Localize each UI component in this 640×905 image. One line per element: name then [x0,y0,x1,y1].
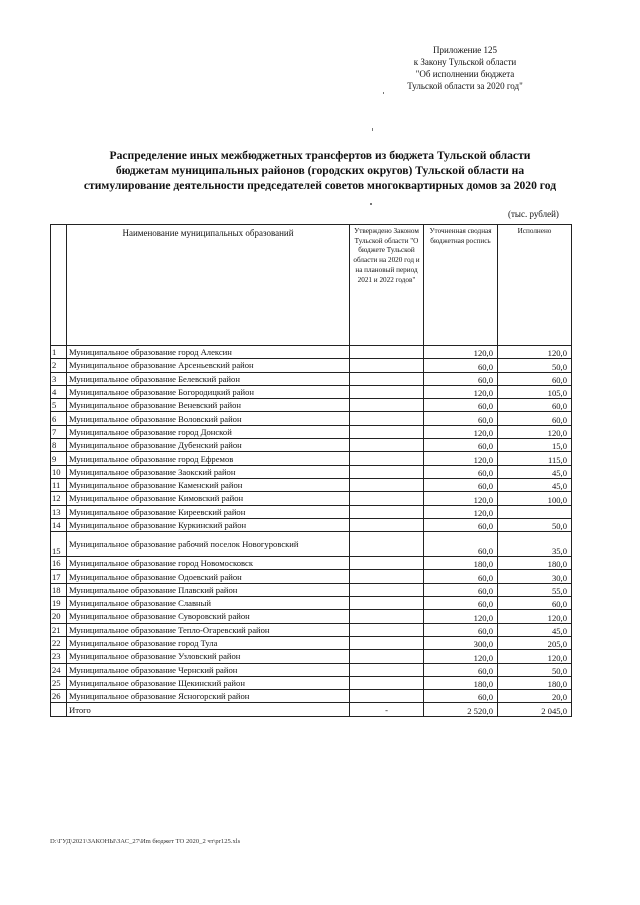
row-approved [350,610,424,623]
header-revised: Уточненная сводная бюджетная роспись [424,225,498,346]
row-number: 17 [51,570,67,583]
row-name: Муниципальное образование Белевский район [67,372,350,385]
row-revised: 180,0 [424,676,498,689]
table-row [51,583,572,596]
row-number: 15 [51,532,67,557]
row-approved [350,623,424,636]
row-revised: 60,0 [424,465,498,478]
row-executed: 45,0 [498,465,572,478]
row-approved [350,663,424,676]
row-number: 4 [51,385,67,398]
row-name: Муниципальное образование Веневский район [67,399,350,412]
row-revised: 60,0 [424,372,498,385]
row-number: 5 [51,399,67,412]
row-name: Муниципальное образование Богородицкий район [67,385,350,398]
scan-speck [372,128,373,131]
row-approved [350,425,424,438]
row-revised: 60,0 [424,623,498,636]
row-executed: 45,0 [498,478,572,491]
table-total-row [51,703,572,716]
table-row [51,518,572,531]
table-header-row [51,225,572,346]
table-row [51,610,572,623]
row-name: Муниципальное образование Кимовский район [67,492,350,505]
row-name: Муниципальное образование Чернский район [67,663,350,676]
row-revised: 60,0 [424,518,498,531]
table-body [51,346,572,717]
row-approved [350,532,424,557]
table-row [51,623,572,636]
table-row [51,372,572,385]
appendix-line-1: Приложение 125 [432,45,498,55]
row-executed: 45,0 [498,623,572,636]
total-approved: - [350,703,424,716]
row-approved [350,385,424,398]
row-executed [498,505,572,518]
table-row [51,412,572,425]
row-name: Муниципальное образование Заокский район [67,465,350,478]
row-revised: 120,0 [424,425,498,438]
table-row [51,359,572,372]
row-revised: 120,0 [424,505,498,518]
row-number: 8 [51,439,67,452]
appendix-line-4: Тульской области за 2020 год" [407,81,523,91]
row-approved [350,439,424,452]
row-name: Муниципальное образование Куркинский район [67,518,350,531]
row-approved [350,518,424,531]
row-executed: 30,0 [498,570,572,583]
total-revised: 2 520,0 [424,703,498,716]
total-label: Итого [67,703,350,716]
table-row [51,663,572,676]
row-revised: 60,0 [424,663,498,676]
row-number: 10 [51,465,67,478]
row-name: Муниципальное образование Киреевский район [67,505,350,518]
row-approved [350,570,424,583]
row-executed: 50,0 [498,359,572,372]
row-revised: 60,0 [424,597,498,610]
row-number: 24 [51,663,67,676]
row-executed: 60,0 [498,372,572,385]
table-row [51,570,572,583]
row-executed: 205,0 [498,636,572,649]
title-line-3: стимулирование деятельности председателей советов многоквартирных домов за 2020 год [83,179,557,192]
row-name: Муниципальное образование город Алексин [67,346,350,359]
row-approved [350,412,424,425]
appendix-line-2: к Закону Тульской области [413,57,517,67]
table-row [51,676,572,689]
row-executed: 120,0 [498,610,572,623]
row-name: Муниципальное образование Плавский район [67,583,350,596]
row-revised: 60,0 [424,478,498,491]
row-executed: 120,0 [498,425,572,438]
table-row [51,478,572,491]
row-number: 3 [51,372,67,385]
row-number: 2 [51,359,67,372]
title-line-2: бюджетам муниципальных районов (городских округов) Тульской области на [115,164,525,177]
total-number [51,703,67,716]
row-number: 14 [51,518,67,531]
table-row [51,650,572,663]
row-name: Муниципальное образование Дубенский район [67,439,350,452]
row-number: 6 [51,412,67,425]
table-row [51,505,572,518]
row-number: 13 [51,505,67,518]
row-approved [350,557,424,570]
row-revised: 60,0 [424,532,498,557]
row-name: Муниципальное образование Щекинский район [67,676,350,689]
row-revised: 60,0 [424,570,498,583]
row-name: Муниципальное образование Суворовский район [67,610,350,623]
row-executed: 60,0 [498,597,572,610]
transfers-table [50,224,572,717]
row-revised: 60,0 [424,690,498,703]
row-number: 11 [51,478,67,491]
row-number: 7 [51,425,67,438]
header-number [51,225,67,346]
row-number: 18 [51,583,67,596]
table-row [51,597,572,610]
row-approved [350,346,424,359]
row-approved [350,372,424,385]
row-executed: 50,0 [498,663,572,676]
header-executed: Исполнено [498,225,572,346]
row-approved [350,465,424,478]
row-revised: 60,0 [424,399,498,412]
row-executed: 180,0 [498,557,572,570]
row-name: Муниципальное образование рабочий поселок Новогуровский [67,532,350,557]
row-revised: 60,0 [424,359,498,372]
row-executed: 105,0 [498,385,572,398]
row-executed: 120,0 [498,346,572,359]
row-revised: 60,0 [424,583,498,596]
row-name: Муниципальное образование Одоевский район [67,570,350,583]
table-row [51,690,572,703]
row-name: Муниципальное образование Славный [67,597,350,610]
row-executed: 180,0 [498,676,572,689]
row-revised: 120,0 [424,650,498,663]
table-row [51,465,572,478]
row-number: 9 [51,452,67,465]
row-name: Муниципальное образование Воловский район [67,412,350,425]
row-name: Муниципальное образование город Новомосковск [67,557,350,570]
row-name: Муниципальное образование город Тула [67,636,350,649]
table-row [51,399,572,412]
row-executed: 120,0 [498,650,572,663]
row-approved [350,650,424,663]
row-approved [350,505,424,518]
row-name: Муниципальное образование Ясногорский район [67,690,350,703]
row-revised: 120,0 [424,610,498,623]
row-revised: 300,0 [424,636,498,649]
row-revised: 60,0 [424,439,498,452]
row-number: 12 [51,492,67,505]
table-row [51,492,572,505]
row-name: Муниципальное образование Каменский район [67,478,350,491]
row-approved [350,690,424,703]
row-approved [350,597,424,610]
row-number: 20 [51,610,67,623]
row-number: 22 [51,636,67,649]
header-name: Наименование муниципальных образований [67,225,350,346]
table-row [51,532,572,557]
row-number: 26 [51,690,67,703]
row-number: 1 [51,346,67,359]
table-row [51,385,572,398]
header-approved: Утверждено Законом Тульской области "О бюджете Тульской области на 2020 год и на плановый период 2021 и 2022 годов" [350,225,424,346]
title-line-1: Распределение иных межбюджетных трансфертов из бюджета Тульской области [109,149,531,162]
row-revised: 120,0 [424,452,498,465]
row-number: 23 [51,650,67,663]
row-number: 16 [51,557,67,570]
document-title [60,148,580,193]
row-revised: 180,0 [424,557,498,570]
row-executed: 15,0 [498,439,572,452]
row-number: 21 [51,623,67,636]
row-executed: 115,0 [498,452,572,465]
row-executed: 60,0 [498,412,572,425]
row-approved [350,478,424,491]
row-approved [350,583,424,596]
table-row [51,439,572,452]
row-approved [350,492,424,505]
table-row [51,346,572,359]
scan-speck [370,203,372,205]
table-row [51,636,572,649]
appendix-line-3: "Об исполнении бюджета [415,69,515,79]
table-row [51,425,572,438]
row-approved [350,452,424,465]
row-name: Муниципальное образование Арсеньевский район [67,359,350,372]
row-approved [350,676,424,689]
row-revised: 120,0 [424,385,498,398]
row-executed: 50,0 [498,518,572,531]
row-executed: 35,0 [498,532,572,557]
scan-speck [383,92,384,94]
units-label: (тыс. рублей) [508,209,559,219]
row-number: 19 [51,597,67,610]
row-approved [350,359,424,372]
row-executed: 55,0 [498,583,572,596]
row-revised: 120,0 [424,492,498,505]
appendix-header [380,44,550,92]
row-name: Муниципальное образование город Донской [67,425,350,438]
row-name: Муниципальное образование город Ефремов [67,452,350,465]
row-name: Муниципальное образование Узловский район [67,650,350,663]
table-row [51,557,572,570]
row-number: 25 [51,676,67,689]
row-revised: 60,0 [424,412,498,425]
table-row [51,452,572,465]
row-name: Муниципальное образование Тепло-Огаревский район [67,623,350,636]
row-approved [350,399,424,412]
row-approved [350,636,424,649]
row-executed: 100,0 [498,492,572,505]
total-executed: 2 045,0 [498,703,572,716]
file-path-footer: D:\ГУД\2021\ЗАКОНЫ\ЗАС_27\Иm бюджет ТО 2020_2 чт\pr125.xls [50,838,241,845]
row-executed: 60,0 [498,399,572,412]
row-executed: 20,0 [498,690,572,703]
row-revised: 120,0 [424,346,498,359]
